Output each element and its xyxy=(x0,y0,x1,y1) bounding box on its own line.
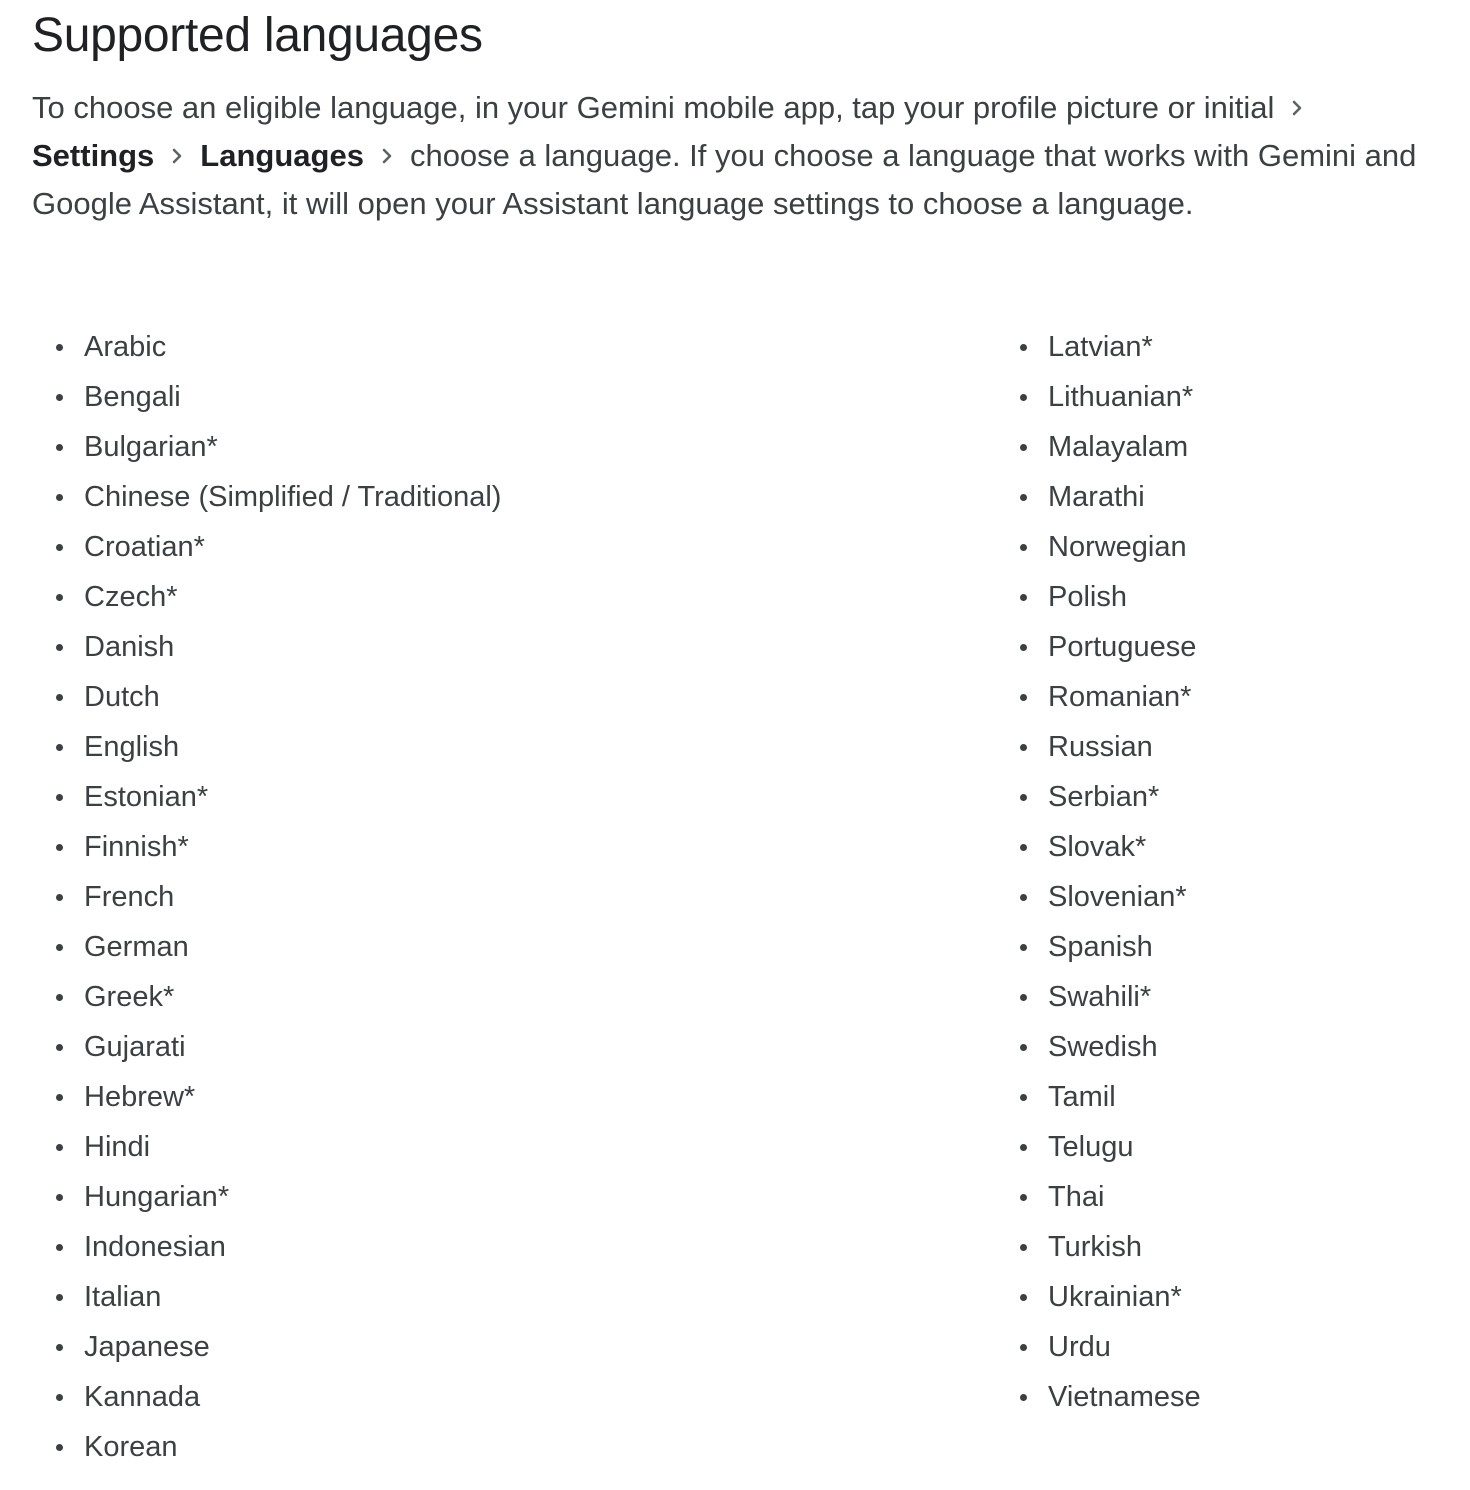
list-item xyxy=(56,672,501,722)
language-name: Arabic xyxy=(84,331,167,363)
bullet-icon xyxy=(56,694,63,701)
bullet-icon xyxy=(56,744,63,751)
list-item xyxy=(1020,322,1201,372)
list-item xyxy=(56,622,501,672)
list-item xyxy=(1020,1222,1201,1272)
bullet-icon xyxy=(56,1344,63,1351)
language-name: Chinese (Simplified / Traditional) xyxy=(84,481,502,513)
list-item xyxy=(56,372,501,422)
list-item xyxy=(56,522,501,572)
bullet-icon xyxy=(56,1194,63,1201)
list-item xyxy=(56,472,501,522)
bullet-icon xyxy=(1020,1194,1027,1201)
language-list-left xyxy=(56,322,501,1472)
language-name: French xyxy=(84,881,175,913)
list-item xyxy=(1020,1322,1201,1372)
language-name: Serbian* xyxy=(1048,781,1160,813)
bullet-icon xyxy=(56,344,63,351)
bullet-icon xyxy=(56,994,63,1001)
bullet-icon xyxy=(1020,844,1027,851)
bullet-icon xyxy=(1020,1044,1027,1051)
language-name: Korean xyxy=(84,1431,178,1463)
list-item xyxy=(56,772,501,822)
chevron-right-icon xyxy=(1284,98,1310,118)
language-name: Vietnamese xyxy=(1048,1381,1201,1413)
language-name: Latvian* xyxy=(1048,331,1153,363)
bullet-icon xyxy=(1020,1344,1027,1351)
list-item xyxy=(56,1222,501,1272)
chevron-right-icon xyxy=(374,146,400,166)
list-item xyxy=(1020,1372,1201,1422)
list-item xyxy=(56,722,501,772)
list-item xyxy=(1020,822,1201,872)
list-item xyxy=(1020,872,1201,922)
bullet-icon xyxy=(1020,594,1027,601)
article xyxy=(32,0,1442,1463)
language-name: Danish xyxy=(84,631,175,663)
list-item xyxy=(1020,1072,1201,1122)
list-item xyxy=(56,822,501,872)
list-item xyxy=(56,1272,501,1322)
bullet-icon xyxy=(56,444,63,451)
language-name: Japanese xyxy=(84,1331,210,1363)
bullet-icon xyxy=(1020,1094,1027,1101)
list-item xyxy=(56,1122,501,1172)
list-item xyxy=(1020,672,1201,722)
bullet-icon xyxy=(1020,794,1027,801)
list-item xyxy=(56,422,501,472)
language-name: Russian xyxy=(1048,731,1153,763)
language-name: Malayalam xyxy=(1048,431,1189,463)
language-name: Greek* xyxy=(84,981,175,1013)
list-item xyxy=(56,322,501,372)
language-name: Gujarati xyxy=(84,1031,186,1063)
language-name: Marathi xyxy=(1048,481,1145,513)
bullet-icon xyxy=(56,594,63,601)
bullet-icon xyxy=(56,794,63,801)
language-name: Estonian* xyxy=(84,781,209,813)
bullet-icon xyxy=(1020,394,1027,401)
language-name: Tamil xyxy=(1048,1081,1116,1113)
bullet-icon xyxy=(56,1244,63,1251)
bullet-icon xyxy=(56,894,63,901)
list-item xyxy=(1020,1022,1201,1072)
bullet-icon xyxy=(56,544,63,551)
bullet-icon xyxy=(56,1144,63,1151)
language-name: Slovak* xyxy=(1048,831,1147,863)
language-name: Slovenian* xyxy=(1048,881,1187,913)
list-item xyxy=(1020,422,1201,472)
bullet-icon xyxy=(1020,944,1027,951)
language-name: Italian xyxy=(84,1281,162,1313)
bullet-icon xyxy=(1020,1144,1027,1151)
list-item xyxy=(56,1322,501,1372)
intro-text-part2: choose a language. If you choose a language that works with Gemini and Google Assistant, it will open your Assistant language settings to choose a language. xyxy=(32,138,1417,221)
language-name: Croatian* xyxy=(84,531,205,563)
bullet-icon xyxy=(1020,544,1027,551)
language-name: Swedish xyxy=(1048,1031,1158,1063)
chevron-right-icon xyxy=(164,146,190,166)
bullet-icon xyxy=(56,1294,63,1301)
bullet-icon xyxy=(1020,1294,1027,1301)
bullet-icon xyxy=(56,1444,63,1451)
bullet-icon xyxy=(56,494,63,501)
list-item xyxy=(1020,772,1201,822)
language-name: Norwegian xyxy=(1048,531,1187,563)
language-name: Hungarian* xyxy=(84,1181,230,1213)
list-item xyxy=(1020,922,1201,972)
bullet-icon xyxy=(56,1094,63,1101)
intro-text-part1: To choose an eligible language, in your Gemini mobile app, tap your profile picture or initial xyxy=(32,90,1275,125)
language-name: Hindi xyxy=(84,1131,151,1163)
list-item xyxy=(56,1072,501,1122)
language-name: Lithuanian* xyxy=(1048,381,1194,413)
bullet-icon xyxy=(56,394,63,401)
bullet-icon xyxy=(1020,894,1027,901)
bullet-icon xyxy=(56,1394,63,1401)
bullet-icon xyxy=(56,944,63,951)
bullet-icon xyxy=(1020,494,1027,501)
bullet-icon xyxy=(1020,344,1027,351)
bullet-icon xyxy=(1020,1394,1027,1401)
list-item xyxy=(1020,1272,1201,1322)
language-name: Indonesian xyxy=(84,1231,226,1263)
list-item xyxy=(1020,722,1201,772)
language-name: Bengali xyxy=(84,381,181,413)
bullet-icon xyxy=(1020,644,1027,651)
list-item xyxy=(1020,972,1201,1022)
language-name: Thai xyxy=(1048,1181,1105,1213)
list-item xyxy=(56,1022,501,1072)
list-item xyxy=(56,922,501,972)
bullet-icon xyxy=(56,644,63,651)
bullet-icon xyxy=(56,844,63,851)
list-item xyxy=(1020,372,1201,422)
languages-step: Languages xyxy=(200,138,364,173)
language-name: Finnish* xyxy=(84,831,189,863)
language-name: Bulgarian* xyxy=(84,431,218,463)
language-name: Hebrew* xyxy=(84,1081,196,1113)
list-item xyxy=(1020,622,1201,672)
list-item xyxy=(56,972,501,1022)
list-item xyxy=(56,1422,501,1472)
language-name: German xyxy=(84,931,189,963)
list-item xyxy=(1020,1172,1201,1222)
list-item xyxy=(1020,1122,1201,1172)
language-name: Kannada xyxy=(84,1381,201,1413)
language-name: Turkish xyxy=(1048,1231,1142,1263)
list-item xyxy=(1020,472,1201,522)
language-name: Romanian* xyxy=(1048,681,1192,713)
language-name: Swahili* xyxy=(1048,981,1152,1013)
intro-paragraph xyxy=(32,84,1442,228)
language-name: Czech* xyxy=(84,581,178,613)
list-item xyxy=(56,572,501,622)
language-name: English xyxy=(84,731,180,763)
bullet-icon xyxy=(1020,994,1027,1001)
language-name: Dutch xyxy=(84,681,160,713)
list-item xyxy=(56,1372,501,1422)
bullet-icon xyxy=(1020,744,1027,751)
list-item xyxy=(1020,522,1201,572)
page-title: Supported languages xyxy=(32,9,483,62)
bullet-icon xyxy=(56,1044,63,1051)
bullet-icon xyxy=(1020,1244,1027,1251)
settings-step: Settings xyxy=(32,138,155,173)
language-name: Urdu xyxy=(1048,1331,1111,1363)
language-name: Polish xyxy=(1048,581,1127,613)
language-name: Spanish xyxy=(1048,931,1153,963)
list-item xyxy=(56,1172,501,1222)
language-name: Telugu xyxy=(1048,1131,1134,1163)
list-item xyxy=(56,872,501,922)
bullet-icon xyxy=(1020,694,1027,701)
list-item xyxy=(1020,572,1201,622)
language-name: Ukrainian* xyxy=(1048,1281,1182,1313)
language-name: Portuguese xyxy=(1048,631,1197,663)
bullet-icon xyxy=(1020,444,1027,451)
language-list-right xyxy=(1020,322,1201,1422)
